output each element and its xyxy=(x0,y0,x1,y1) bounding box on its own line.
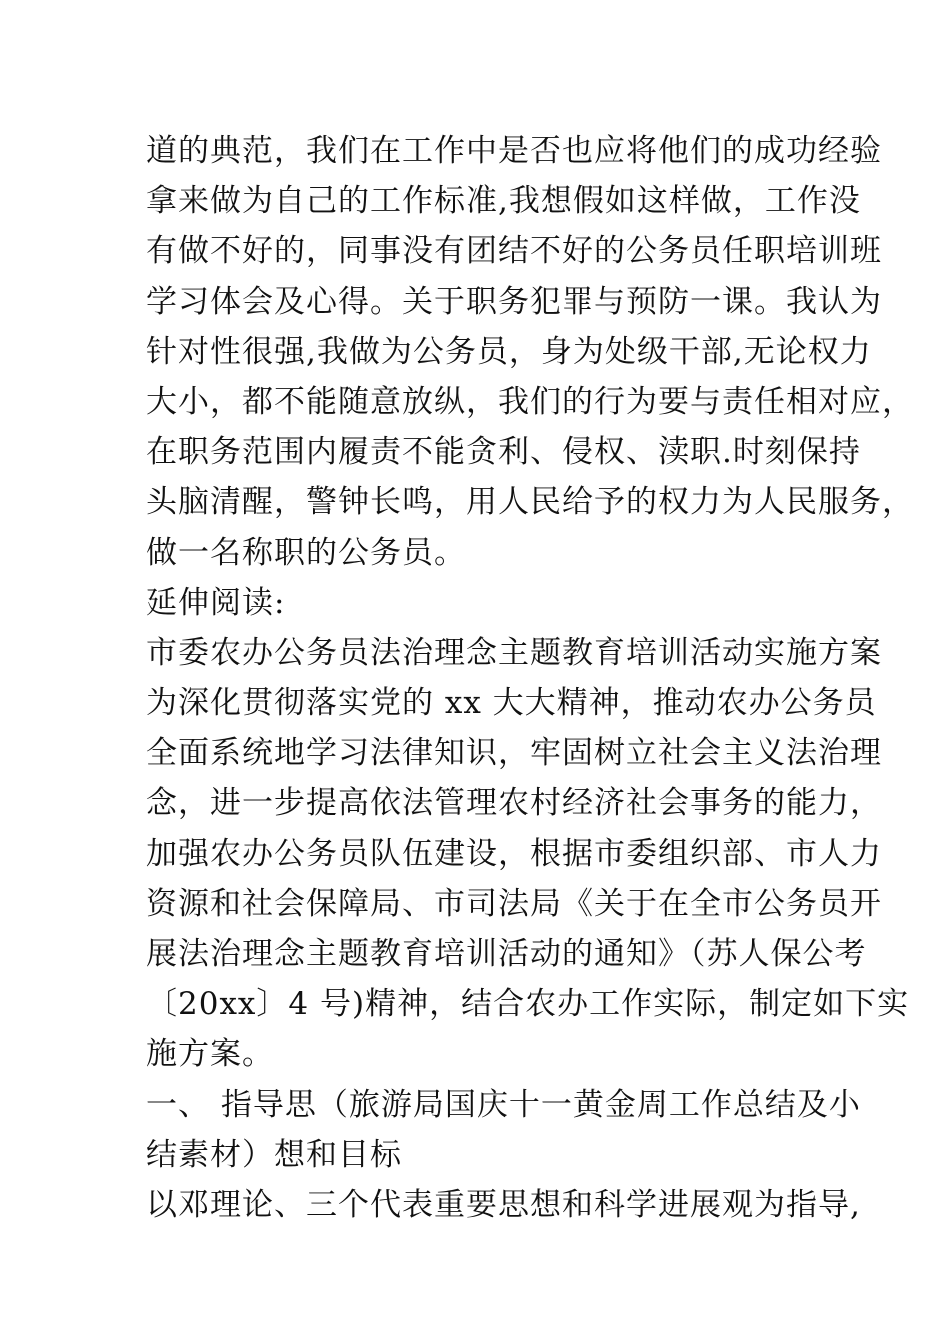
text-line: 做一名称职的公务员。 xyxy=(146,534,466,571)
text-line: 念，进一步提高依法管理农村经济社会事务的能力， xyxy=(146,785,882,822)
section-heading: 一、 指导思（旅游局国庆十一黄金周工作总结及小 xyxy=(146,1086,861,1123)
document-body xyxy=(146,126,914,1230)
text-line: 市委农办公务员法治理念主题教育培训活动实施方案 xyxy=(146,634,882,671)
section-heading: 延伸阅读: xyxy=(146,584,286,621)
text-line: 〔20xx〕4 号)精神，结合农办工作实际，制定如下实 xyxy=(146,986,910,1023)
text-line: 全面系统地学习法律知识，牢固树立社会主义法治理 xyxy=(146,735,882,772)
text-line: 在职务范围内履责不能贪利、侵权、渎职.时刻保持 xyxy=(146,434,861,471)
text-line: 为深化贯彻落实党的 xx 大大精神，推动农办公务员 xyxy=(146,685,877,722)
text-line: 头脑清醒，警钟长鸣，用人民给予的权力为人民服务， xyxy=(146,484,914,521)
section-heading: 结素材）想和目标 xyxy=(146,1136,402,1173)
text-line: 大小，都不能随意放纵，我们的行为要与责任相对应， xyxy=(146,383,914,420)
text-line: 施方案。 xyxy=(146,1036,274,1073)
text-line: 拿来做为自己的工作标准,我想假如这样做，工作没 xyxy=(146,183,861,220)
text-line: 有做不好的，同事没有团结不好的公务员任职培训班 xyxy=(146,233,882,270)
text-line: 学习体会及心得。关于职务犯罪与预防一课。我认为 xyxy=(146,283,882,320)
text-line: 道的典范，我们在工作中是否也应将他们的成功经验 xyxy=(146,133,882,169)
text-line: 展法治理念主题教育培训活动的通知》（苏人保公考 xyxy=(146,936,867,972)
text-line: 以邓理论、三个代表重要思想和科学进展观为指导, xyxy=(146,1186,861,1223)
text-line: 针对性很强,我做为公务员，身为处级干部,无论权力 xyxy=(146,333,872,370)
text-line: 加强农办公务员队伍建设，根据市委组织部、市人力 xyxy=(146,835,882,872)
text-line: 资源和社会保障局、市司法局《关于在全市公务员开 xyxy=(146,885,882,922)
